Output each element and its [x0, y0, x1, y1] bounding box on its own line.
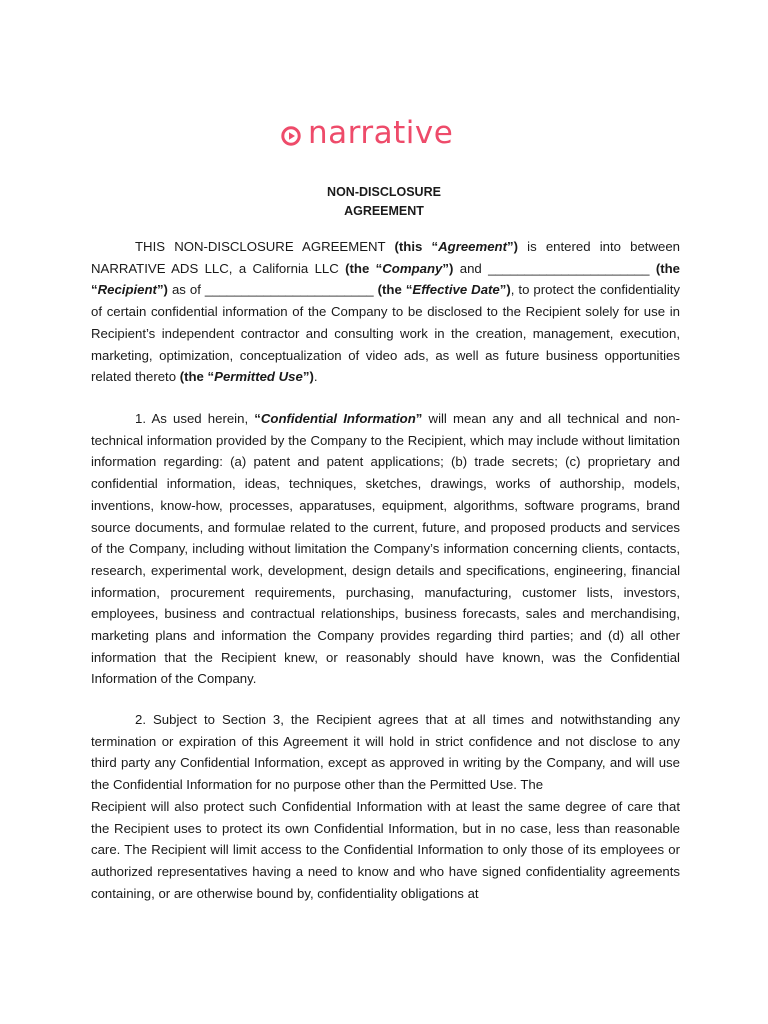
logo-wordmark: narrative	[308, 115, 454, 151]
section-1-bold: ”	[415, 411, 423, 426]
section-1-text: will mean any and all technical and non-technical information provided by the Company to the Recipient, which may include without limitation information regarding: (a) patent and patent applications; (b) trade secrets; (c) proprietary and confidential information, ideas, techniques, sketches, drawings, works of authorship, models, inventions, know-how, processes, apparatuses, equipment, algorithms, software programs, brand source documents, and formulae related to the current, future, and proposed products and services of the Company, including without limitation the Company’s information concerning clients, contacts, research, experimental work, development, design details and specifications, engineering, financial information, procurement requirements, purchasing, manufacturing, customer lists, investors, employees, business and contractual relationships, business forecasts, sales and merchandising, marketing plans and information the Company provides regarding third parties; and (d) all other information that the Recipient knew, or reasonably should have known, was the Confidential Information of the Company.	[91, 411, 680, 687]
intro-text: .	[313, 369, 318, 385]
intro-bold: (this “	[394, 239, 439, 254]
defined-term-confidential-information: Confidential Information	[260, 411, 416, 426]
company-logo	[280, 115, 454, 151]
defined-term-agreement: Agreement	[438, 239, 507, 254]
intro-text: , to protect the confidentiality of certain confidential information of the Company to be disclosed to the Recipient solely for use in Recipient’s independent contractor and consulting work in the creation, management, execution, marketing, optimization, conceptualization of video ads, as well as future business opportunities related thereto	[91, 282, 681, 385]
defined-term-permitted-use: Permitted Use	[214, 369, 303, 385]
intro-bold: (the “	[91, 260, 681, 298]
play-circle-icon	[280, 125, 302, 147]
defined-term-company: Company	[382, 260, 443, 276]
recipient-name-blank: ______________________	[488, 260, 650, 276]
intro-bold: ”)	[156, 282, 168, 298]
intro-bold: ”)	[507, 239, 518, 254]
intro-bold: ”)	[499, 282, 511, 298]
section-1-paragraph	[91, 408, 680, 690]
section-1-text: 1. As used herein,	[135, 411, 255, 426]
intro-text: and	[453, 260, 489, 276]
title-line-2: AGREEMENT	[344, 204, 424, 218]
intro-text: as of	[167, 282, 205, 298]
document-title	[0, 183, 768, 221]
intro-bold: (the “	[179, 369, 215, 385]
intro-bold: ”)	[442, 260, 454, 276]
defined-term-recipient: Recipient	[97, 282, 157, 298]
section-2-paragraph	[91, 709, 680, 904]
effective-date-blank: _______________________	[204, 282, 374, 298]
section-2-part-2: Recipient will also protect such Confidential Information with at least the same degree of care that the Recipient uses to protect its own Confidential Information, but in no case, less than reasonable care. The Recipient will limit access to the Confidential Information to only those of its employees or authorized representatives having a need to know and who have signed confidentiality agreements containing, or are otherwise bound by, confidentiality obligations at	[91, 798, 680, 901]
intro-paragraph	[91, 236, 680, 388]
section-2-part-1: 2. Subject to Section 3, the Recipient agrees that at all times and notwithstanding any termination or expiration of this Agreement it will hold in strict confidence and not disclose to any third party any Confidential Information, except as approved in writing by the Company, and will use the Confidential Information for no purpose other than the Permitted Use. The	[91, 712, 680, 793]
defined-term-effective-date: Effective Date	[412, 282, 500, 298]
title-line-1: NON-DISCLOSURE	[327, 185, 441, 199]
intro-text: THIS NON-DISCLOSURE AGREEMENT	[135, 239, 395, 254]
intro-bold: ”)	[302, 369, 314, 385]
intro-text: is entered into between NARRATIVE ADS LLC, a California LLC	[91, 239, 680, 276]
intro-bold: (the “	[373, 282, 413, 298]
section-1-bold: “	[254, 411, 261, 426]
intro-bold: (the “	[345, 260, 383, 276]
